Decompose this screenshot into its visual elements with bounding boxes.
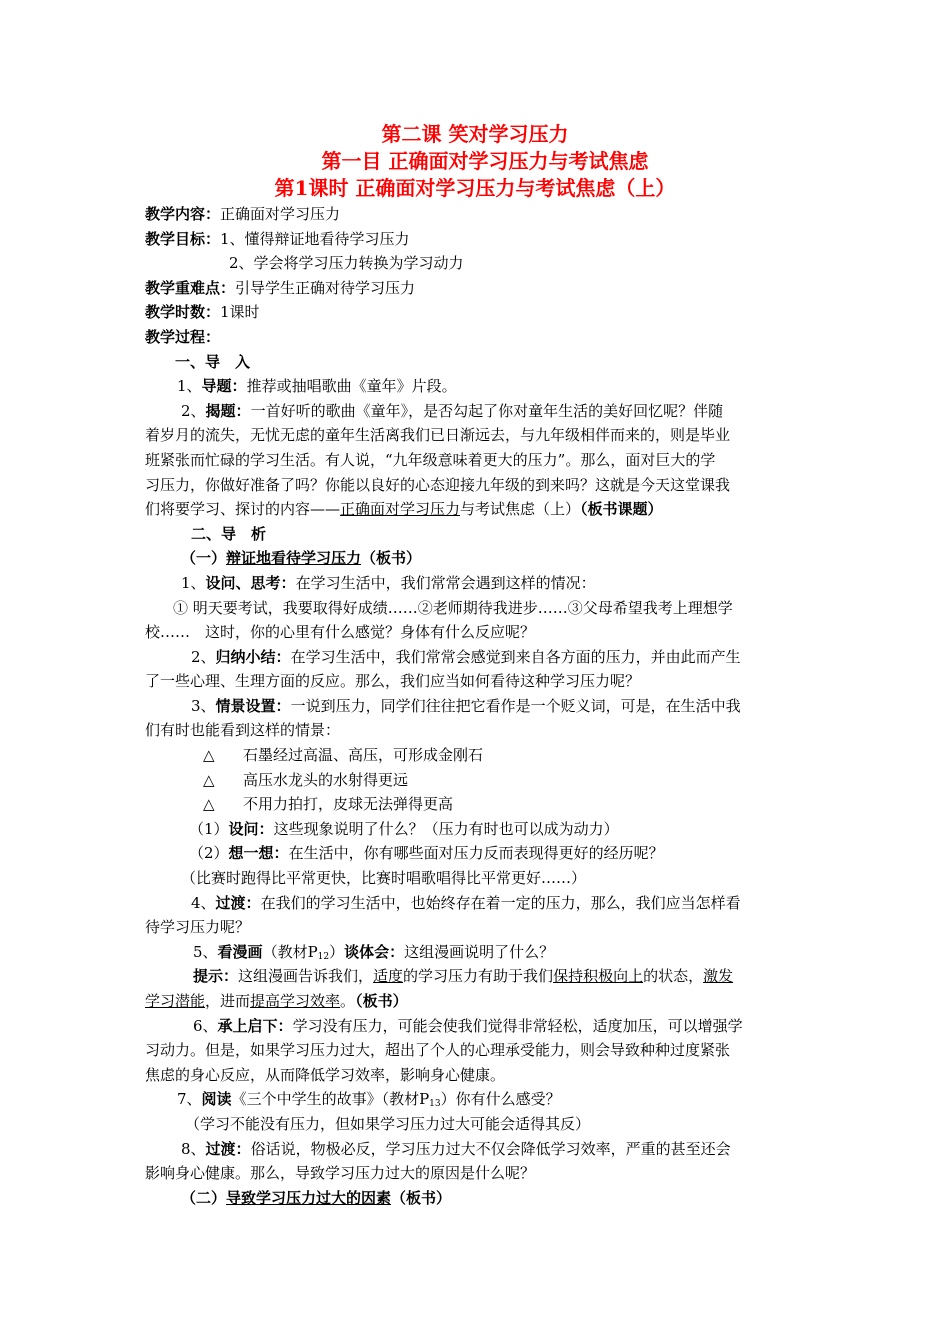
item-label: 设问： (228, 819, 274, 838)
text-span: ，进而 (205, 992, 251, 1010)
text-span: 们将要学习、探讨的内容—— (145, 500, 341, 519)
intro-item-2 (145, 399, 810, 424)
underlined-text: 正确面对学习压力 (340, 500, 461, 519)
item-number: 2、 (181, 401, 206, 420)
subsection-title: 导致学习压力过大的因素 (226, 1188, 392, 1207)
teaching-content-label: 教学内容： (145, 205, 221, 223)
teaching-process-line (145, 325, 810, 350)
analysis-item-3 (145, 694, 810, 719)
paragraph-line: 着岁月的流失，无忧无虑的童年生活离我们已日渐远去，与九年级相伴而来的，则是毕业 (145, 426, 731, 445)
page-subscript: 12 (317, 951, 330, 962)
paragraph-line: 习压力，你做好准备了吗？你能以良好的心态迎接九年级的到来吗？这就是今天这堂课我 (145, 475, 731, 494)
paragraph-line: 了一些心理、生理方面的反应。那么，我们应当如何看待这种学习压力呢？ (145, 672, 641, 691)
item-number: （2） (189, 844, 229, 863)
triangle-icon: △ (203, 746, 215, 765)
item-text: 学习没有压力，可能会使我们觉得非常轻松，适度加压，可以增强学 (292, 1016, 743, 1035)
underlined-text: 提高学习效率 (250, 992, 341, 1010)
scenario-text: 不用力拍打，皮球无法弹得更高 (243, 795, 454, 814)
hint-line-1 (145, 964, 810, 989)
subsection-1-heading (145, 546, 810, 571)
item-text: ）你有什么感受？ (440, 1090, 561, 1109)
period-title: 第1课时 正确面对学习压力与考试焦虑（上） (274, 176, 676, 200)
paragraph-line: 们有时也能看到这样的情景： (145, 721, 341, 740)
hint-line-2 (145, 989, 810, 1014)
item-label: 承上启下： (217, 1016, 293, 1035)
item-number: 7、 (177, 1090, 202, 1109)
subsection-number: （二） (181, 1188, 227, 1207)
subsection-2-heading (145, 1186, 810, 1211)
paragraph-line: ① 明天要考试，我要取得好成绩……②老师期待我进步……③父母希望我考上理想学 (173, 598, 733, 617)
item-label: 阅读 (201, 1090, 232, 1109)
lesson-title: 第二课 笑对学习压力 (381, 122, 569, 146)
underlined-text: 保持积极向上 (553, 967, 644, 986)
item-text: 在生活中，你有哪些面对压力反而表现得更好的经历呢？ (288, 844, 664, 863)
board-note: （板书） (391, 1188, 452, 1207)
item-text: 《三个中学生的故事》（教材P (231, 1090, 430, 1109)
textbook-ref: ） (329, 942, 345, 961)
teaching-hours-label: 教学时数： (145, 303, 221, 322)
text-span: 与考试焦虑（上） (460, 500, 581, 519)
teaching-goal-line (145, 227, 810, 252)
analysis-item-1 (145, 571, 810, 596)
item-text: 在学习生活中，我们常常会遇到这样的情况： (295, 573, 596, 592)
key-point-label: 教学重难点： (145, 278, 236, 297)
item-text: 推荐或抽唱歌曲《童年》片段。 (246, 377, 457, 396)
paragraph-line: 焦虑的身心反应，从而降低学习效率，影响身心健康。 (145, 1065, 506, 1084)
item-number: 4、 (191, 893, 216, 912)
item-text: 在学习生活中，我们常常会感觉到来自各方面的压力，并由此而产生 (290, 647, 741, 666)
paragraph-line: 习动力。但是，如果学习压力过大，超出了个人的心理承受能力，则会导致种种过度紧张 (145, 1041, 731, 1060)
hint-label: 提示： (193, 967, 239, 986)
title-block (0, 121, 950, 202)
analysis-item-2 (145, 645, 810, 670)
item-number: 2、 (191, 647, 216, 666)
item-number: （1） (189, 819, 229, 838)
scenario-item-2 (145, 768, 810, 793)
underlined-text: 激发 (703, 967, 734, 986)
teaching-hours-line (145, 300, 810, 325)
teaching-content-value: 正确面对学习压力 (220, 205, 341, 223)
page-subscript: 13 (429, 1099, 441, 1110)
board-note: （板书） (361, 549, 422, 568)
item-label: 过渡： (215, 893, 261, 912)
item-label: 归纳小结： (215, 647, 291, 666)
analysis-item-6 (145, 1014, 810, 1039)
teaching-goal-2: 2、学会将学习压力转换为学习动力 (229, 254, 464, 273)
board-note: （板书课题） (580, 500, 663, 519)
teaching-goal-1: 1、懂得辩证地看待学习压力 (220, 229, 410, 248)
text-span: 的学习压力有助于我们 (403, 967, 554, 986)
item-label: 想一想： (228, 844, 289, 863)
item-number: 1、 (177, 377, 202, 396)
item-label: 谈体会： (344, 942, 405, 961)
item-label: 看漫画 (217, 942, 263, 961)
underlined-text: 适度 (373, 967, 404, 986)
item-label: 揭题： (205, 401, 251, 420)
sub-question-2 (145, 841, 810, 866)
teaching-content-line (145, 202, 810, 227)
sub-question-2-answer: （比赛时跑得比平常更快，比赛时唱歌唱得比平常更好……） (181, 869, 587, 888)
analysis-heading: 二、导 析 (191, 524, 267, 543)
board-note: （板书） (355, 992, 408, 1010)
paragraph-line: 影响身心健康。那么，导致学习压力过大的原因是什么呢？ (145, 1164, 536, 1183)
paragraph-line: 校…… 这时，你的心里有什么感觉？身体有什么反应呢？ (145, 623, 536, 642)
scenario-item-1 (145, 743, 810, 768)
item-label: 过渡： (205, 1139, 251, 1158)
teaching-process-label: 教学过程： (145, 327, 221, 346)
triangle-icon: △ (203, 770, 215, 789)
subsection-title: 辩证地看待学习压力 (226, 549, 362, 568)
item-text: 一说到压力，同学们往往把它看作是一个贬义词，可是，在生活中我 (290, 696, 741, 715)
analysis-item-5 (145, 940, 810, 965)
subsection-number: （一） (181, 549, 227, 568)
text-span: 。 (340, 992, 356, 1010)
item-number: 1、 (181, 573, 206, 592)
text-span: 的状态， (643, 967, 704, 986)
section-title: 第一目 正确面对学习压力与考试焦虑 (321, 149, 649, 173)
item-number: 6、 (193, 1016, 218, 1035)
item-label: 导题： (201, 377, 247, 396)
teaching-goal-line-2 (145, 251, 810, 276)
triangle-icon: △ (203, 795, 215, 814)
item-text: 在我们的学习生活中，也始终存在着一定的压力，那么，我们应当怎样看 (260, 893, 741, 912)
text-span: 这组漫画告诉我们， (238, 967, 374, 986)
teaching-hours-value: 1课时 (220, 303, 260, 322)
textbook-ref: （教材P (262, 942, 318, 961)
item-text: 俗话说，物极必反，学习压力过大不仅会降低学习效率，严重的甚至还会 (250, 1139, 731, 1158)
item-7-answer: （学习不能没有压力，但如果学习压力过大可能会适得其反） (185, 1114, 591, 1133)
scenario-item-3 (145, 792, 810, 817)
underlined-text: 学习潜能 (145, 992, 206, 1010)
scenario-text: 高压水龙头的水射得更远 (243, 770, 409, 789)
item-text: 一首好听的歌曲《童年》，是否勾起了你对童年生活的美好回忆呢？伴随 (250, 401, 724, 420)
intro-item-1 (145, 374, 810, 399)
item-number: 5、 (193, 942, 218, 961)
item-label: 情景设置： (215, 696, 291, 715)
paragraph-line (145, 497, 810, 522)
analysis-item-4 (145, 891, 810, 916)
paragraph-line: 待学习压力呢？ (145, 918, 251, 937)
analysis-item-8 (145, 1137, 810, 1162)
analysis-item-7 (145, 1087, 810, 1112)
item-text: 这些现象说明了什么？（压力有时也可以成为动力） (273, 819, 619, 838)
item-number: 8、 (181, 1139, 206, 1158)
item-text: 这组漫画说明了什么？ (404, 942, 555, 961)
key-point-value: 引导学生正确对待学习压力 (235, 278, 416, 297)
intro-heading: 一、导 入 (175, 352, 251, 371)
key-point-line (145, 276, 810, 301)
teaching-goal-label: 教学目标： (145, 229, 221, 248)
paragraph-line: 班紧张而忙碌的学习生活。有人说，“九年级意味着更大的压力”。那么，面对巨大的学 (145, 450, 716, 469)
scenario-text: 石墨经过高温、高压，可形成金刚石 (243, 746, 484, 765)
item-label: 设问、思考： (205, 573, 296, 592)
sub-question-1 (145, 817, 810, 842)
lesson-body (145, 202, 810, 1210)
item-number: 3、 (191, 696, 216, 715)
